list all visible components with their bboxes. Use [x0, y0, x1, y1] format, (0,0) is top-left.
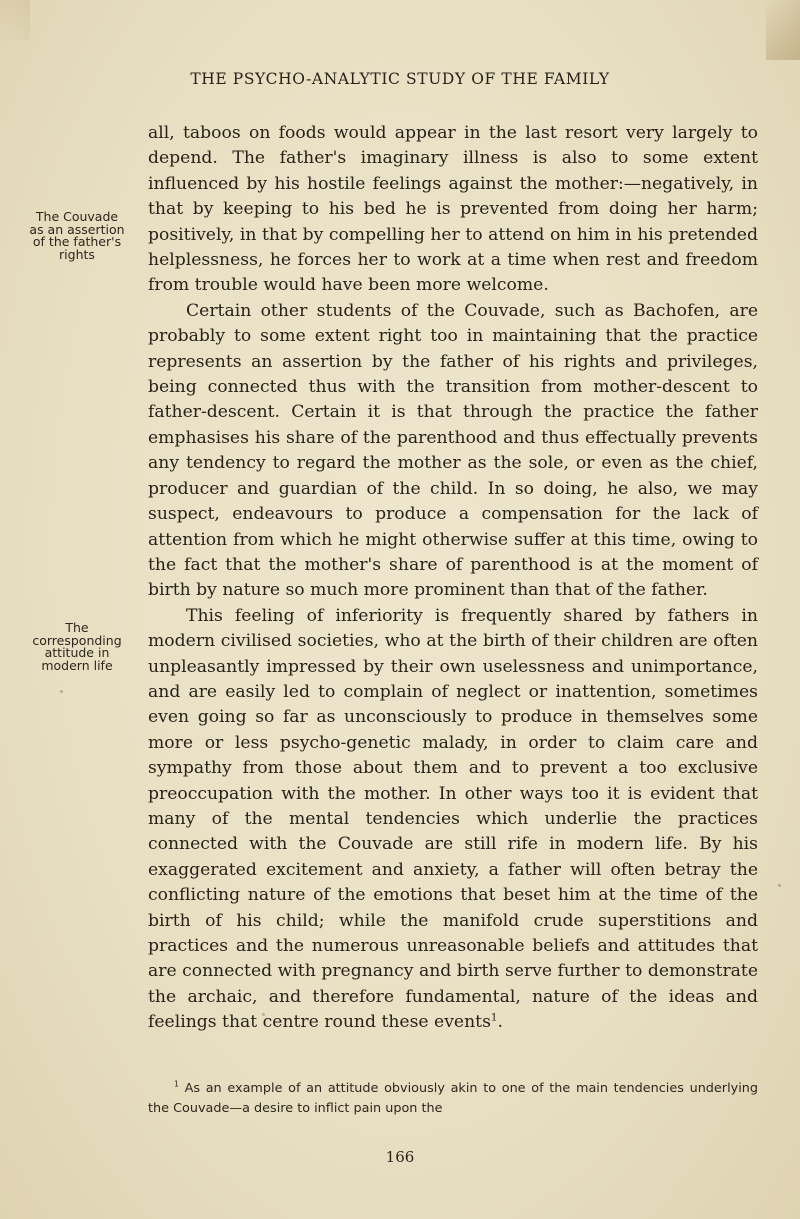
- footnote-text: As an example of an attitude obviously akin to one of the main tendencies underlying the Couvade—a desire to inflict pain upon the: [148, 1081, 758, 1116]
- sidenote-line: of the father's: [32, 234, 122, 250]
- paper-speck: [60, 690, 63, 693]
- page-number: 166: [385, 1148, 415, 1166]
- sidenote-couvade-assertion: [18, 211, 136, 261]
- running-head: THE PSYCHO-ANALYTIC STUDY OF THE FAMILY: [190, 70, 610, 88]
- sidenote-line: The: [65, 620, 89, 635]
- paper-speck: [262, 1013, 265, 1016]
- paragraph-3-text: This feeling of inferiority is frequently shared by fathers in modern civilised societies, who at the birth of their children are often unpleasantly impressed by their own uselessness and unimportance, and are easily led to complain of neglect or inattention, sometimes even going so far as unconsciously to produce in themselves some more or less psycho-genetic malady, in order to claim care and sympathy from those about them and to prevent a too exclusive preoccupation with the mother. In other ways too it is evident that many of the mental tendencies which underlie the practices connected with the Couvade are still rife in modern life. By his exaggerated excitement and anxiety, a father will often betray the conflicting nature of the emotions that beset him at the time of the birth of his child; while the manifold crude superstitions and practices and the numerous unreasonable beliefs and attitudes that are connected with pregnancy and birth serve further to demonstrate the archaic, and therefore fundamental, nature of the ideas and feelings that centre round these events: [148, 605, 758, 1033]
- paragraph-3: This feeling of inferiority is frequently shared by fathers in modern civilised societies, who at the birth of their children are often unpleasantly impressed by their own uselessness and unimportance, and are easily led to complain of neglect or inattention, sometimes even going so far as unconsciously to produce in themselves some more or less psycho-genetic malady, in order to claim care and sympathy from those about them and to prevent a too exclusive preoccupation with the mother. In other ways too it is evident that many of the mental tendencies which underlie the practices connected with the Couvade are still rife in modern life. By his exaggerated excitement and anxiety, a father will often betray the conflicting nature of the emotions that beset him at the time of the birth of his child; while the manifold crude superstitions and practices and the numerous unreasonable beliefs and attitudes that are connected with pregnancy and birth serve further to demonstrate the archaic, and therefore fundamental, nature of the ideas and feelings that centre round these events$^1$.: [148, 605, 758, 1033]
- sidenote-line: attitude in: [44, 645, 110, 661]
- body-text: [148, 121, 758, 1036]
- paragraph-2: Certain other students of the Couvade, such as Bachofen, are probably to some extent right too in maintaining that the practice represents an assertion by the father of his rights and privileges, being connected thus with the transition from mother-descent to father-descent. Certain it is that through the practice the father emphasises his share of the parenthood and thus effectually prevents any tendency to regard the mother as the sole, or even as the chief, producer and guardian of the child. In so doing, he also, we may suspect, endeavours to produce a compensation for the lack of attention from which he might otherwise suffer at this time, owing to the fact that the mother's share of parenthood is at the moment of birth by nature so much more prominent than that of the father.: [148, 300, 758, 601]
- footnote-marker: 1: [174, 1079, 179, 1089]
- sidenote-modern-attitude: [18, 622, 136, 672]
- sidenote-line: rights: [59, 246, 95, 262]
- footnote: [148, 1079, 758, 1119]
- page-corner-shadow-left: [0, 0, 30, 40]
- sidenote-line: The Couvade: [35, 209, 119, 224]
- sidenote-line: modern life: [41, 657, 113, 673]
- footnote-reference[interactable]: 1: [490, 1011, 498, 1024]
- paper-speck: [778, 884, 781, 887]
- sidenote-line: corresponding: [32, 632, 122, 648]
- paragraph-1: all, taboos on foods would appear in the last resort very largely to depend. The father's imaginary illness is also to some extent influenced by his hostile feelings against the mother:—negatively, in that by keeping to his bed he is prevented from doing her harm; positively, in that by compelling her to attend on him in his pretended helplessness, he forces her to work at a time when rest and freedom from trouble would have been more welcome.: [148, 123, 758, 296]
- sidenote-line: as an assertion: [29, 221, 125, 237]
- page-corner-shadow-right: [766, 0, 800, 60]
